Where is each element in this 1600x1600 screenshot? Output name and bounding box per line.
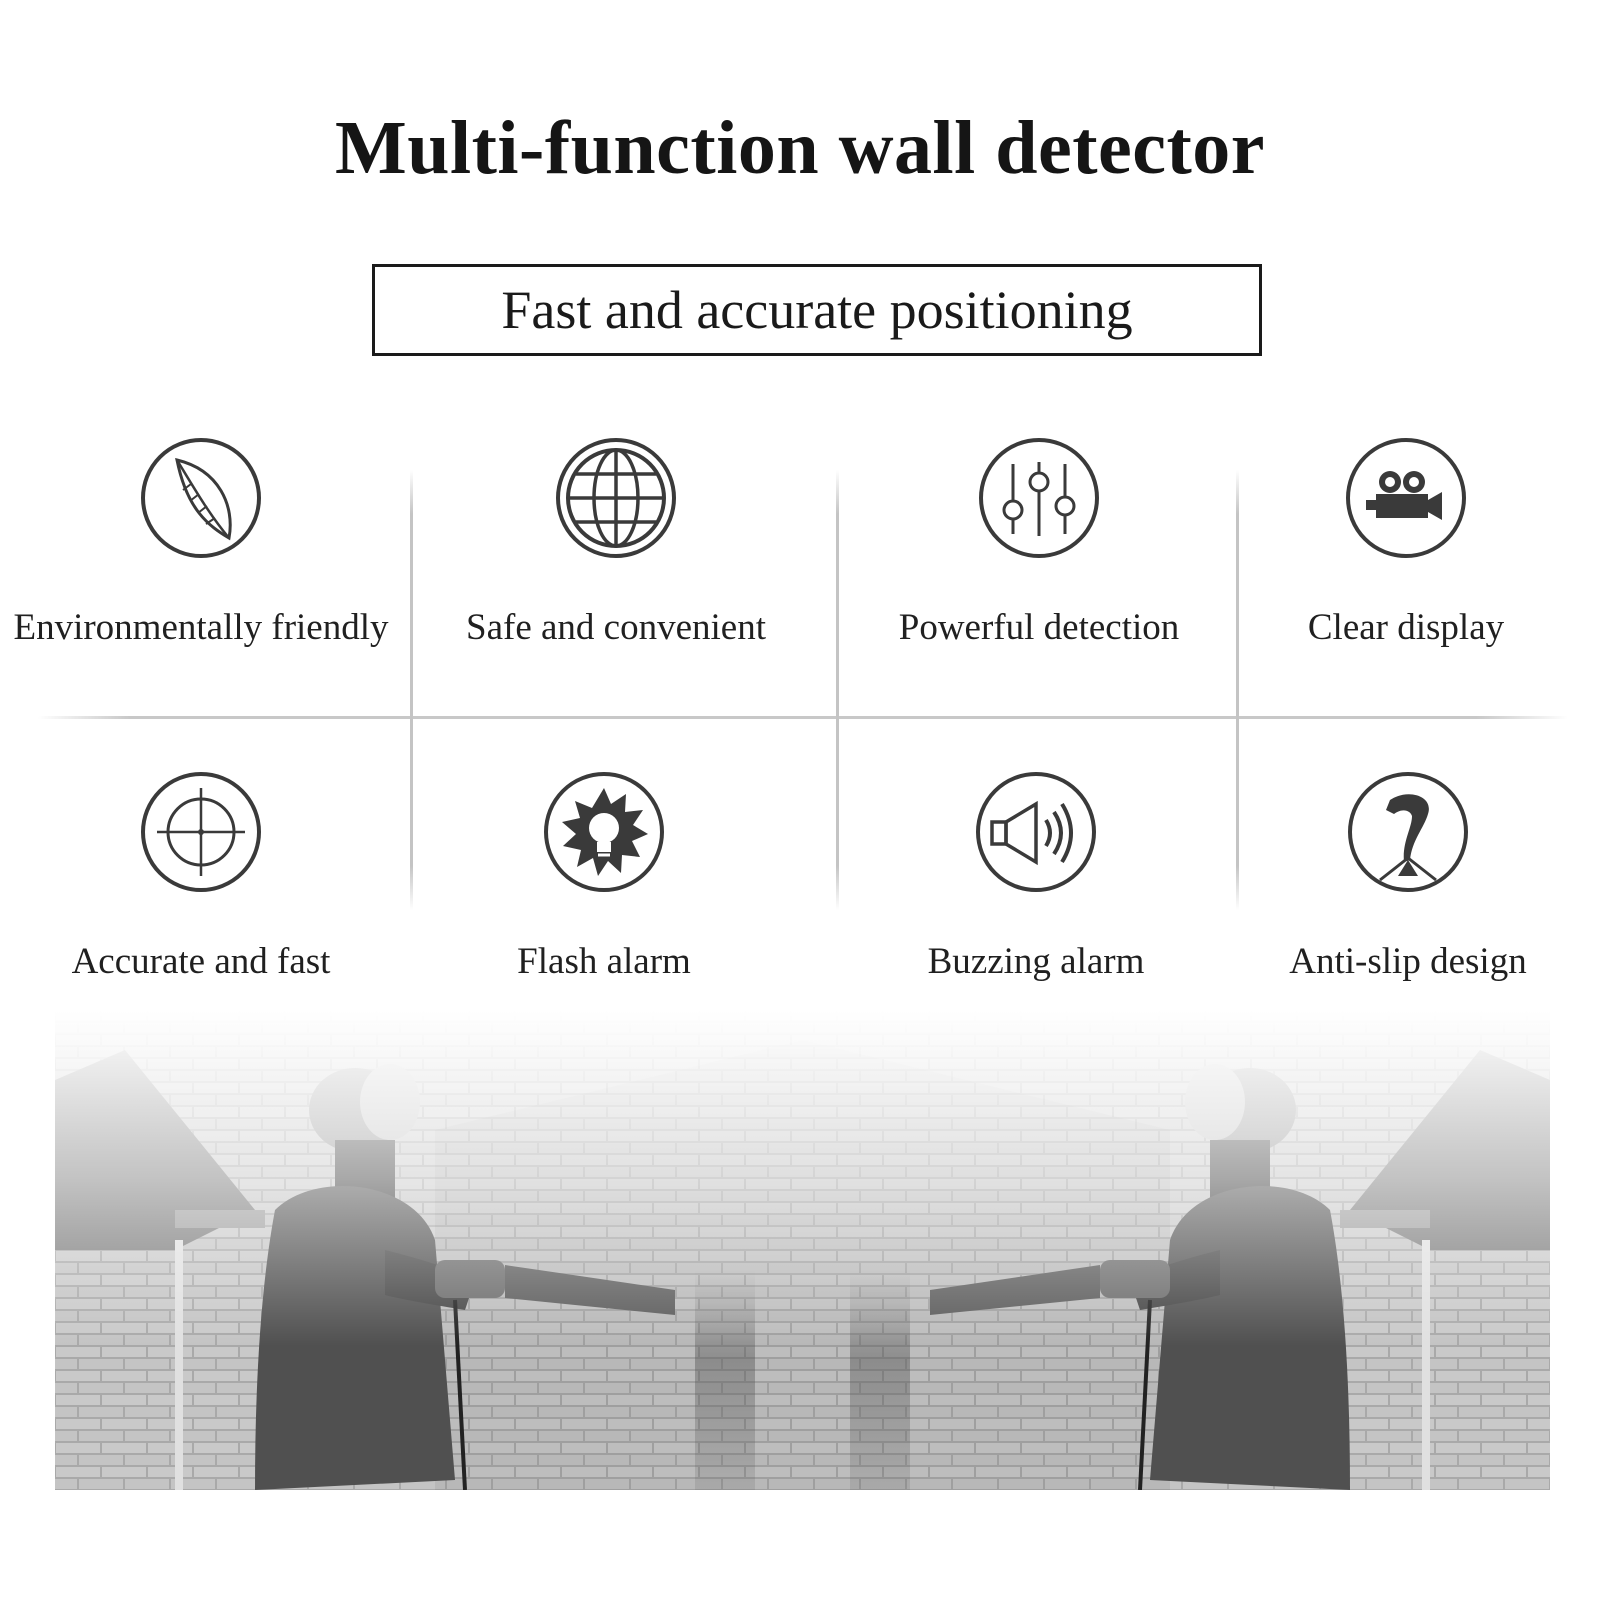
lightbulb-burst-icon xyxy=(542,770,666,894)
feature-powerful-detection xyxy=(839,436,1239,649)
feature-clear-display xyxy=(1206,436,1600,649)
feature-anti-slip-design xyxy=(1208,770,1600,983)
dolphin-icon xyxy=(1346,770,1470,894)
feature-label: Clear display xyxy=(1307,607,1505,648)
globe-icon xyxy=(554,436,678,560)
feature-label: Environmentally friendly xyxy=(13,607,389,648)
grid-divider-horizontal xyxy=(38,716,1568,719)
feature-label: Safe and convenient xyxy=(466,607,766,648)
subtitle-text: Fast and accurate positioning xyxy=(501,280,1133,340)
feature-label: Flash alarm xyxy=(517,941,691,982)
worker-drilling-photo xyxy=(55,1010,1550,1490)
feature-environmentally-friendly xyxy=(1,436,401,649)
page-title: Multi-function wall detector xyxy=(334,106,1266,190)
feature-safe-and-convenient xyxy=(416,436,816,649)
feature-accurate-and-fast xyxy=(1,770,401,983)
feature-label: Buzzing alarm xyxy=(927,941,1145,982)
subtitle-box xyxy=(372,264,1262,356)
crosshair-icon xyxy=(139,770,263,894)
feature-label: Accurate and fast xyxy=(71,941,331,982)
speaker-icon xyxy=(974,770,1098,894)
leaf-icon xyxy=(139,436,263,560)
feature-label: Anti-slip design xyxy=(1289,941,1527,982)
feature-flash-alarm xyxy=(404,770,804,983)
feature-buzzing-alarm xyxy=(836,770,1236,983)
feature-label: Powerful detection xyxy=(898,607,1180,648)
sliders-icon xyxy=(977,436,1101,560)
camera-icon xyxy=(1344,436,1468,560)
